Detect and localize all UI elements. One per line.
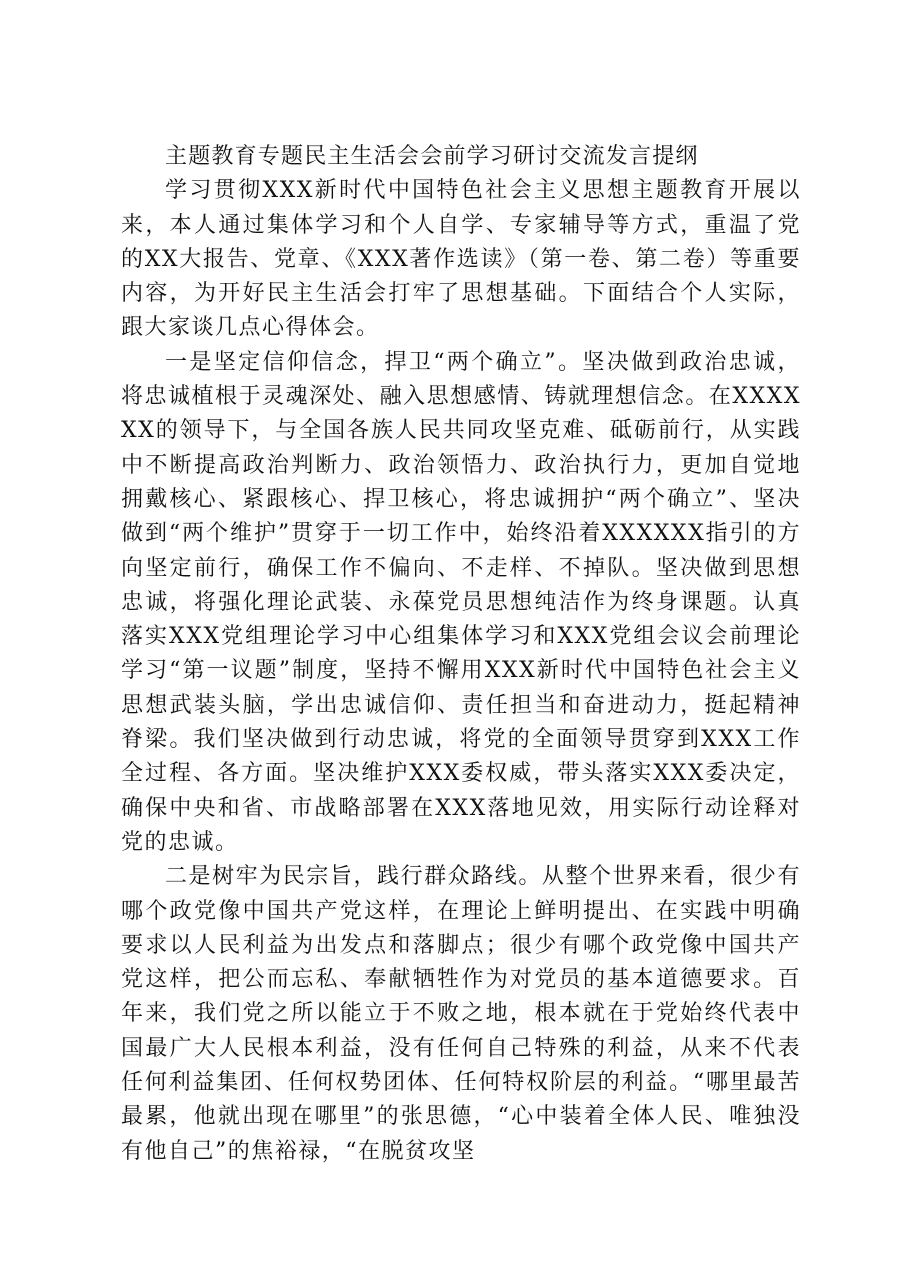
- paragraph-intro: 学习贯彻XXX新时代中国特色社会主义思想主题教育开展以来，本人通过集体学习和个人自学、专家辅导等方式，重温了党的XX大报告、党章、《XXX著作选读》（第一卷、第二卷）等重要内容，为开好民主生活会打牢了思想基础。下面结合个人实际，跟大家谈几点心得体会。: [121, 178, 802, 341]
- paragraph-point-one: 一是坚定信仰信念，捍卫“两个确立”。坚决做到政治忠诚，将忠诚植根于灵魂深处、融入思想感情、铸就理想信念。在XXXXXX的领导下，与全国各族人民共同攻坚克难、砥砺前行，从实践中不断提高政治判断力、政治领悟力、政治执行力，更加自觉地拥戴核心、紧跟核心、捍卫核心，将忠诚拥护“两个确立”、坚决做到“两个维护”贯穿于一切工作中，始终沿着XXXXXX指引的方向坚定前行，确保工作不偏向、不走样、不掉队。坚决做到思想忠诚，将强化理论武装、永葆党员思想纯洁作为终身课题。认真落实XXX党组理论学习中心组集体学习和XXX党组会议会前理论学习“第一议题”制度，坚持不懈用XXX新时代中国特色社会主义思想武装头脑，学出忠诚信仰、责任担当和奋进动力，挺起精神脊梁。我们坚决做到行动忠诚，将党的全面领导贯穿到XXX工作全过程、各方面。坚决维护XXX委权威，带头落实XXX委决定，确保中央和省、市战略部署在XXX落地见效，用实际行动诠释对党的忠诚。: [121, 349, 801, 855]
- document-title: 主题教育专题民主生活会会前学习研讨交流发言提纲: [165, 144, 699, 169]
- paragraph-point-two: 二是树牢为民宗旨，践行群众路线。从整个世界来看，很少有哪个政党像中国共产党这样，在理论上鲜明提出、在实践中明确要求以人民利益为出发点和落脚点；很少有哪个政党像中国共产党这样，把公而忘私、奉献牺牲作为对党员的基本道德要求。百年来，我们党之所以能立于不败之地，根本就在于党始终代表中国最广大人民根本利益，没有任何自己特殊的利益，从来不代表任何利益集团、任何权势团体、任何特权阶层的利益。“哪里最苦最累，他就出现在哪里”的张思德，“心中装着全体人民、唯独没有他自己”的焦裕禄，“在脱贫攻坚: [121, 864, 801, 1164]
- document-body: [121, 140, 801, 1169]
